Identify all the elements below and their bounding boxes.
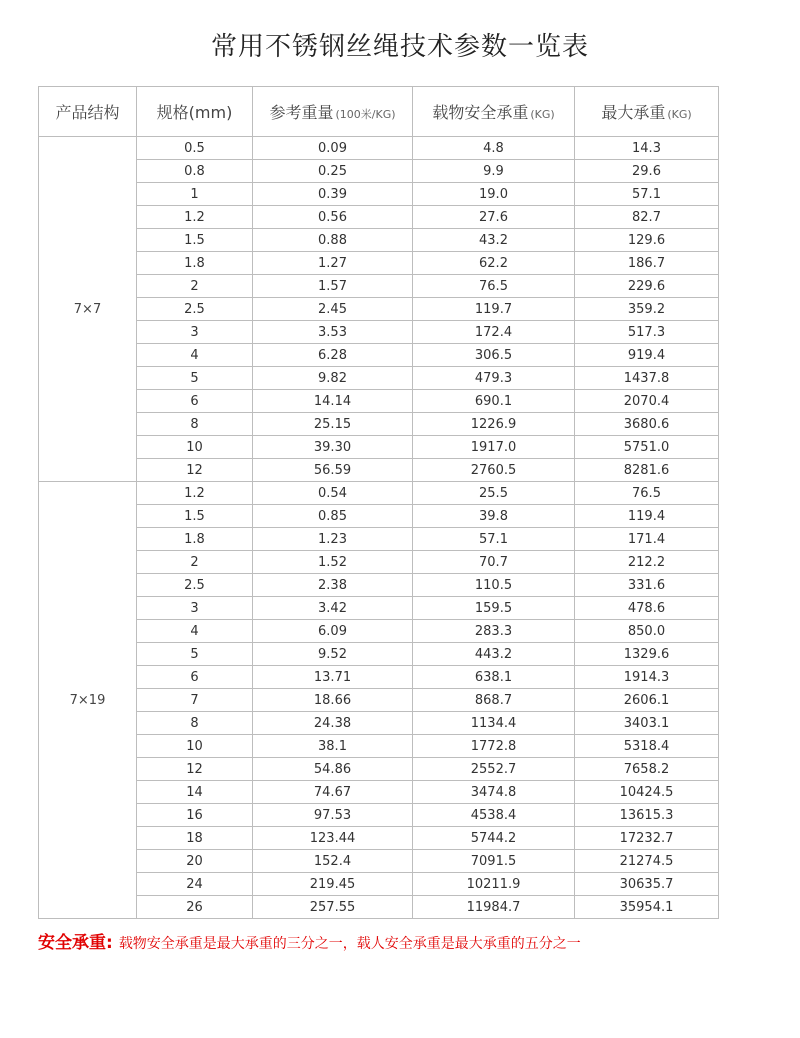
table-row — [39, 229, 719, 252]
max-load-cell: 21274.5 — [575, 850, 719, 873]
size-cell: 1.8 — [137, 528, 253, 551]
table-row — [39, 597, 719, 620]
size-cell: 12 — [137, 459, 253, 482]
max-load-cell: 2606.1 — [575, 689, 719, 712]
safe-load-cell: 19.0 — [413, 183, 575, 206]
table-row — [39, 758, 719, 781]
max-load-cell: 850.0 — [575, 620, 719, 643]
max-load-cell: 13615.3 — [575, 804, 719, 827]
table-row — [39, 321, 719, 344]
size-cell: 16 — [137, 804, 253, 827]
weight-cell: 25.15 — [253, 413, 413, 436]
weight-cell: 14.14 — [253, 390, 413, 413]
max-load-cell: 7658.2 — [575, 758, 719, 781]
safe-load-cell: 110.5 — [413, 574, 575, 597]
safe-load-cell: 1917.0 — [413, 436, 575, 459]
table-row — [39, 735, 719, 758]
weight-cell: 0.25 — [253, 160, 413, 183]
safe-load-cell: 159.5 — [413, 597, 575, 620]
safe-load-cell: 11984.7 — [413, 896, 575, 919]
header-structure: 产品结构 — [39, 87, 137, 137]
safe-load-cell: 690.1 — [413, 390, 575, 413]
max-load-cell: 229.6 — [575, 275, 719, 298]
table-row — [39, 298, 719, 321]
safe-load-cell: 2760.5 — [413, 459, 575, 482]
page-title: 常用不锈钢丝绳技术参数一览表 — [210, 32, 589, 62]
header-size: 规格(mm) — [137, 87, 253, 137]
size-cell: 8 — [137, 712, 253, 735]
header-safe-load: 载物安全承重 (KG) — [413, 87, 575, 137]
weight-cell: 6.09 — [253, 620, 413, 643]
table-row — [39, 781, 719, 804]
max-load-cell: 30635.7 — [575, 873, 719, 896]
size-cell: 1.2 — [137, 206, 253, 229]
safe-load-cell: 119.7 — [413, 298, 575, 321]
table-row — [39, 413, 719, 436]
weight-cell: 13.71 — [253, 666, 413, 689]
max-load-cell: 331.6 — [575, 574, 719, 597]
size-cell: 12 — [137, 758, 253, 781]
safe-load-cell: 27.6 — [413, 206, 575, 229]
size-cell: 1 — [137, 183, 253, 206]
table-row — [39, 459, 719, 482]
weight-cell: 2.38 — [253, 574, 413, 597]
safe-load-cell: 9.9 — [413, 160, 575, 183]
max-load-cell: 212.2 — [575, 551, 719, 574]
max-load-cell: 5318.4 — [575, 735, 719, 758]
weight-cell: 56.59 — [253, 459, 413, 482]
safe-load-cell: 70.7 — [413, 551, 575, 574]
weight-cell: 1.27 — [253, 252, 413, 275]
weight-cell: 0.09 — [253, 137, 413, 160]
table-row — [39, 252, 719, 275]
weight-cell: 2.45 — [253, 298, 413, 321]
table-row — [39, 643, 719, 666]
safety-note — [38, 928, 798, 953]
weight-cell: 0.88 — [253, 229, 413, 252]
safe-load-cell: 1772.8 — [413, 735, 575, 758]
safe-load-cell: 7091.5 — [413, 850, 575, 873]
size-cell: 20 — [137, 850, 253, 873]
safe-load-cell: 172.4 — [413, 321, 575, 344]
max-load-cell: 5751.0 — [575, 436, 719, 459]
table-body — [39, 137, 719, 919]
size-cell: 6 — [137, 666, 253, 689]
safe-load-cell: 39.8 — [413, 505, 575, 528]
max-load-cell: 2070.4 — [575, 390, 719, 413]
weight-cell: 123.44 — [253, 827, 413, 850]
max-load-cell: 359.2 — [575, 298, 719, 321]
header-max-load-unit: (KG) — [667, 108, 692, 121]
size-cell: 24 — [137, 873, 253, 896]
table-row — [39, 689, 719, 712]
weight-cell: 3.53 — [253, 321, 413, 344]
table-row — [39, 620, 719, 643]
table-row — [39, 896, 719, 919]
size-cell: 18 — [137, 827, 253, 850]
table-row — [39, 344, 719, 367]
table-row — [39, 666, 719, 689]
size-cell: 3 — [137, 597, 253, 620]
safe-load-cell: 3474.8 — [413, 781, 575, 804]
weight-cell: 54.86 — [253, 758, 413, 781]
header-max-load: 最大承重 (KG) — [575, 87, 719, 137]
safe-load-cell: 1134.4 — [413, 712, 575, 735]
safe-load-cell: 283.3 — [413, 620, 575, 643]
table-row — [39, 160, 719, 183]
max-load-cell: 919.4 — [575, 344, 719, 367]
weight-cell: 1.57 — [253, 275, 413, 298]
size-cell: 2 — [137, 275, 253, 298]
max-load-cell: 1437.8 — [575, 367, 719, 390]
size-cell: 0.8 — [137, 160, 253, 183]
max-load-cell: 35954.1 — [575, 896, 719, 919]
weight-cell: 24.38 — [253, 712, 413, 735]
weight-cell: 39.30 — [253, 436, 413, 459]
max-load-cell: 10424.5 — [575, 781, 719, 804]
safe-load-cell: 25.5 — [413, 482, 575, 505]
max-load-cell: 3403.1 — [575, 712, 719, 735]
table-row — [39, 873, 719, 896]
table-row — [39, 551, 719, 574]
safe-load-cell: 2552.7 — [413, 758, 575, 781]
table-row — [39, 482, 719, 505]
table-row — [39, 712, 719, 735]
safe-load-cell: 1226.9 — [413, 413, 575, 436]
safe-load-cell: 5744.2 — [413, 827, 575, 850]
size-cell: 2.5 — [137, 574, 253, 597]
table-row — [39, 850, 719, 873]
size-cell: 1.5 — [137, 229, 253, 252]
safe-load-cell: 868.7 — [413, 689, 575, 712]
header-weight: 参考重量 (100米/KG) — [253, 87, 413, 137]
table-row — [39, 367, 719, 390]
max-load-cell: 14.3 — [575, 137, 719, 160]
table-row — [39, 206, 719, 229]
max-load-cell: 129.6 — [575, 229, 719, 252]
size-cell: 1.2 — [137, 482, 253, 505]
weight-cell: 0.56 — [253, 206, 413, 229]
weight-cell: 38.1 — [253, 735, 413, 758]
weight-cell: 152.4 — [253, 850, 413, 873]
table-row — [39, 275, 719, 298]
weight-cell: 9.52 — [253, 643, 413, 666]
table-row — [39, 183, 719, 206]
weight-cell: 97.53 — [253, 804, 413, 827]
size-cell: 10 — [137, 436, 253, 459]
max-load-cell: 3680.6 — [575, 413, 719, 436]
weight-cell: 74.67 — [253, 781, 413, 804]
safe-load-cell: 10211.9 — [413, 873, 575, 896]
weight-cell: 9.82 — [253, 367, 413, 390]
size-cell: 7 — [137, 689, 253, 712]
table-row — [39, 528, 719, 551]
safe-load-cell: 4538.4 — [413, 804, 575, 827]
header-safe-load-unit: (KG) — [530, 108, 555, 121]
max-load-cell: 478.6 — [575, 597, 719, 620]
size-cell: 0.5 — [137, 137, 253, 160]
size-cell: 10 — [137, 735, 253, 758]
max-load-cell: 186.7 — [575, 252, 719, 275]
table-row — [39, 804, 719, 827]
size-cell: 1.5 — [137, 505, 253, 528]
size-cell: 14 — [137, 781, 253, 804]
spec-table — [38, 86, 719, 919]
size-cell: 1.8 — [137, 252, 253, 275]
safe-load-cell: 43.2 — [413, 229, 575, 252]
weight-cell: 219.45 — [253, 873, 413, 896]
safety-note-label: 安全承重: — [38, 933, 113, 953]
weight-cell: 0.85 — [253, 505, 413, 528]
safe-load-cell: 62.2 — [413, 252, 575, 275]
max-load-cell: 57.1 — [575, 183, 719, 206]
size-cell: 2 — [137, 551, 253, 574]
structure-cell: 7×7 — [39, 137, 137, 482]
size-cell: 8 — [137, 413, 253, 436]
max-load-cell: 76.5 — [575, 482, 719, 505]
size-cell: 26 — [137, 896, 253, 919]
weight-cell: 3.42 — [253, 597, 413, 620]
weight-cell: 257.55 — [253, 896, 413, 919]
weight-cell: 18.66 — [253, 689, 413, 712]
header-weight-unit: (100米/KG) — [335, 108, 396, 121]
max-load-cell: 17232.7 — [575, 827, 719, 850]
weight-cell: 1.23 — [253, 528, 413, 551]
weight-cell: 6.28 — [253, 344, 413, 367]
table-row — [39, 436, 719, 459]
table-row — [39, 827, 719, 850]
safe-load-cell: 57.1 — [413, 528, 575, 551]
safe-load-cell: 479.3 — [413, 367, 575, 390]
max-load-cell: 171.4 — [575, 528, 719, 551]
max-load-cell: 29.6 — [575, 160, 719, 183]
safe-load-cell: 4.8 — [413, 137, 575, 160]
size-cell: 6 — [137, 390, 253, 413]
max-load-cell: 1329.6 — [575, 643, 719, 666]
size-cell: 5 — [137, 643, 253, 666]
max-load-cell: 82.7 — [575, 206, 719, 229]
table-row — [39, 505, 719, 528]
safety-note-text: 载物安全承重是最大承重的三分之一，载人安全承重是最大承重的五分之一 — [118, 936, 581, 952]
size-cell: 3 — [137, 321, 253, 344]
max-load-cell: 8281.6 — [575, 459, 719, 482]
safe-load-cell: 443.2 — [413, 643, 575, 666]
safe-load-cell: 76.5 — [413, 275, 575, 298]
max-load-cell: 119.4 — [575, 505, 719, 528]
max-load-cell: 1914.3 — [575, 666, 719, 689]
structure-cell: 7×19 — [39, 482, 137, 919]
table-row — [39, 137, 719, 160]
weight-cell: 1.52 — [253, 551, 413, 574]
weight-cell: 0.39 — [253, 183, 413, 206]
max-load-cell: 517.3 — [575, 321, 719, 344]
size-cell: 2.5 — [137, 298, 253, 321]
safe-load-cell: 638.1 — [413, 666, 575, 689]
safe-load-cell: 306.5 — [413, 344, 575, 367]
weight-cell: 0.54 — [253, 482, 413, 505]
size-cell: 5 — [137, 367, 253, 390]
size-cell: 4 — [137, 344, 253, 367]
table-row — [39, 390, 719, 413]
table-row — [39, 574, 719, 597]
table-header-row — [39, 87, 719, 137]
size-cell: 4 — [137, 620, 253, 643]
